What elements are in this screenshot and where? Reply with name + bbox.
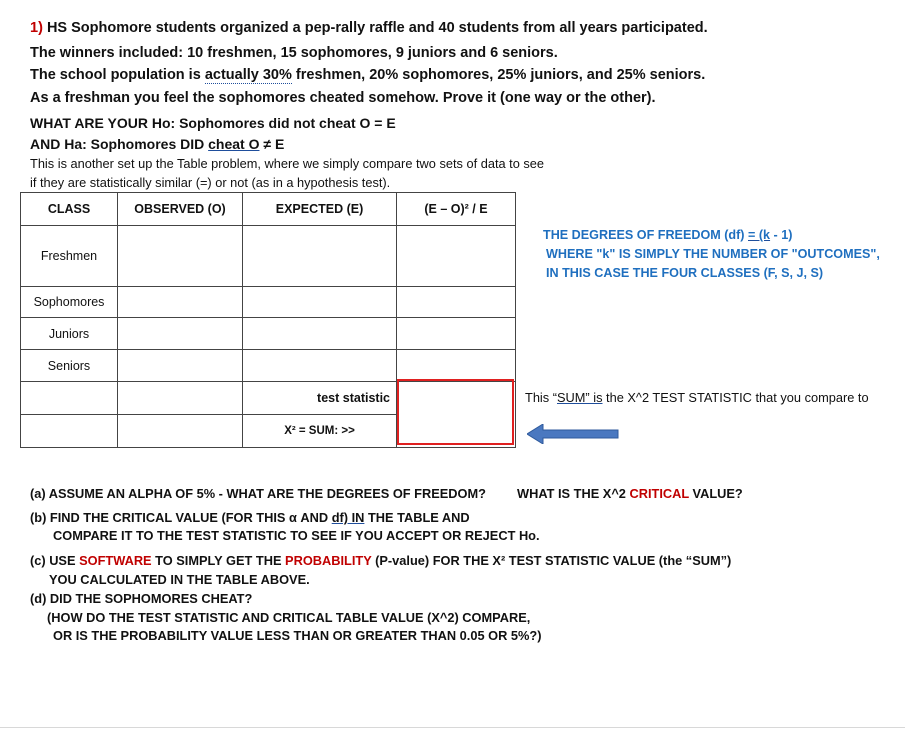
table-header-row: [21, 193, 516, 226]
c1-red1: SOFTWARE: [79, 553, 152, 568]
cell-empty: [21, 415, 118, 448]
b1-under: df) IN: [331, 510, 365, 525]
question-d-line-2: (HOW DO THE TEST STATISTIC AND CRITICAL TABLE VALUE (X^2) COMPARE,: [47, 610, 531, 625]
cell-empty: [118, 415, 243, 448]
header-contribution: (E – O)² / E: [397, 193, 516, 226]
df-note-line-2: WHERE "k" IS SIMPLY THE NUMBER OF "OUTCOMES",: [546, 247, 880, 261]
question-b-line-2: COMPARE IT TO THE TEST STATISTIC TO SEE IF YOU ACCEPT OR REJECT Ho.: [53, 528, 540, 543]
cell-observed[interactable]: [118, 318, 243, 350]
header-observed: OBSERVED (O): [118, 193, 243, 226]
ha-under: cheat O: [208, 136, 260, 152]
line3-post: freshmen, 20% sophomores, 25% juniors, and 25% seniors.: [291, 67, 706, 83]
b1-pre: (b) FIND THE CRITICAL VALUE (FOR THIS α AND: [30, 510, 332, 525]
header-expected: EXPECTED (E): [243, 193, 397, 226]
question-c-line-2: YOU CALCULATED IN THE TABLE ABOVE.: [49, 572, 310, 587]
question-d-line-1: (d) DID THE SOPHOMORES CHEAT?: [30, 591, 253, 606]
c1-red2: PROBABILITY: [285, 553, 372, 568]
page-bottom-divider: [0, 727, 905, 728]
intro-line-1: This is another set up the Table problem, where we simply compare two sets of data to see: [30, 156, 545, 171]
a2-post: VALUE?: [688, 486, 743, 501]
table-row: [21, 350, 516, 382]
cell-observed[interactable]: [118, 226, 243, 287]
line3-dotted: actually 30%: [204, 67, 292, 83]
table-row: [21, 287, 516, 318]
row-label-sophomores: Sophomores: [21, 287, 118, 318]
question-b-line-1: [30, 510, 470, 525]
cell-expected[interactable]: [243, 350, 397, 382]
a2-red: CRITICAL: [629, 486, 689, 501]
intro-line-2: if they are statistically similar (=) or not (as in a hypothesis test).: [30, 175, 391, 190]
b1-post: THE TABLE AND: [364, 510, 470, 525]
problem-line-1: [30, 20, 708, 36]
df-under: = (k: [748, 228, 771, 242]
df-post: - 1): [770, 228, 793, 242]
df-note-line-3: IN THIS CASE THE FOUR CLASSES (F, S, J, S): [546, 266, 824, 280]
problem-line-3: [30, 67, 705, 83]
question-a-critical: [517, 486, 743, 501]
df-note-line-1: [543, 228, 792, 242]
problem-line-2: The winners included: 10 freshmen, 15 sophomores, 9 juniors and 6 seniors.: [30, 45, 558, 61]
sum-highlight-box: [397, 379, 514, 445]
cell-empty: [118, 382, 243, 415]
cell-expected[interactable]: [243, 318, 397, 350]
problem-line-4: As a freshman you feel the sophomores cheated somehow. Prove it (one way or the other).: [30, 90, 656, 106]
question-c-line-1: [30, 553, 731, 568]
c1-post: (P-value) FOR THE X² TEST STATISTIC VALUE (the “SUM”): [371, 553, 732, 568]
cell-contribution[interactable]: [397, 318, 516, 350]
sum-note: [525, 390, 869, 405]
cell-contribution[interactable]: [397, 350, 516, 382]
question-a: (a) ASSUME AN ALPHA OF 5% - WHAT ARE THE DEGREES OF FREEDOM?: [30, 486, 486, 501]
row-label-freshmen: Freshmen: [21, 226, 118, 287]
null-hypothesis: WHAT ARE YOUR Ho: Sophomores did not cheat O = E: [30, 115, 396, 131]
table-row: [21, 318, 516, 350]
alternative-hypothesis: [30, 136, 284, 152]
problem-statement: HS Sophomore students organized a pep-rally raffle and 40 students from all years participated.: [46, 20, 708, 36]
cell-empty: [21, 382, 118, 415]
question-d-line-3: OR IS THE PROBABILITY VALUE LESS THAN OR GREATER THAN 0.05 OR 5%?): [53, 628, 542, 643]
table-row: [21, 226, 516, 287]
cell-contribution[interactable]: [397, 226, 516, 287]
a2-pre: WHAT IS THE X^2: [517, 486, 630, 501]
problem-number: 1): [30, 20, 43, 36]
c1-mid: TO SIMPLY GET THE: [151, 553, 286, 568]
sum-note-under: SUM” is: [557, 390, 603, 405]
test-statistic-label: test statistic: [243, 382, 397, 415]
row-label-seniors: Seniors: [21, 350, 118, 382]
cell-expected[interactable]: [243, 226, 397, 287]
row-label-juniors: Juniors: [21, 318, 118, 350]
ha-post: ≠ E: [259, 136, 285, 152]
left-arrow-icon: [527, 424, 619, 444]
df-pre: THE DEGREES OF FREEDOM (df): [543, 228, 748, 242]
sum-label: X² = SUM: >>: [243, 415, 397, 448]
ha-pre: AND Ha: Sophomores DID: [30, 136, 209, 152]
cell-observed[interactable]: [118, 287, 243, 318]
sum-note-pre: This “: [525, 390, 557, 405]
cell-expected[interactable]: [243, 287, 397, 318]
sum-note-post: the X^2 TEST STATISTIC that you compare to: [602, 390, 869, 405]
c1-pre: (c) USE: [30, 553, 80, 568]
line3-pre: The school population is: [30, 67, 205, 83]
cell-contribution[interactable]: [397, 287, 516, 318]
header-class: CLASS: [21, 193, 118, 226]
cell-observed[interactable]: [118, 350, 243, 382]
